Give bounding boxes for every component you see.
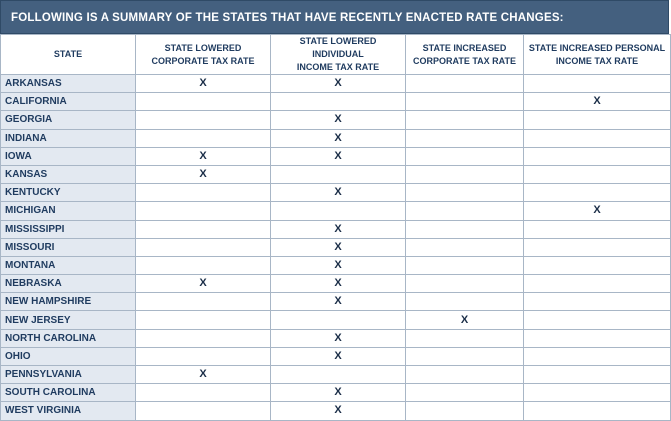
mark-cell [524, 165, 671, 183]
mark-cell: X [271, 220, 406, 238]
mark-cell [136, 238, 271, 256]
mark-cell [524, 384, 671, 402]
mark-cell [136, 256, 271, 274]
mark-cell: X [271, 293, 406, 311]
mark-cell [406, 384, 524, 402]
header-increased-personal: STATE INCREASED PERSONAL INCOME TAX RATE [524, 35, 671, 75]
state-name-cell: PENNSYLVANIA [1, 366, 136, 384]
mark-cell [271, 93, 406, 111]
mark-cell: X [271, 75, 406, 93]
mark-cell [136, 293, 271, 311]
mark-cell [406, 256, 524, 274]
table-row [1, 347, 671, 365]
mark-cell: X [136, 75, 271, 93]
mark-cell: X [136, 147, 271, 165]
mark-cell [524, 293, 671, 311]
table-row [1, 75, 671, 93]
mark-cell [406, 366, 524, 384]
mark-cell [524, 347, 671, 365]
state-name-cell: ARKANSAS [1, 75, 136, 93]
mark-cell [406, 147, 524, 165]
state-name-cell: NEW HAMPSHIRE [1, 293, 136, 311]
table-row [1, 238, 671, 256]
mark-cell [406, 275, 524, 293]
mark-cell [136, 329, 271, 347]
mark-cell: X [271, 184, 406, 202]
mark-cell: X [271, 329, 406, 347]
header-lowered-individual: STATE LOWERED INDIVIDUAL INCOME TAX RATE [271, 35, 406, 75]
state-name-cell: INDIANA [1, 129, 136, 147]
mark-cell [524, 256, 671, 274]
mark-cell [136, 220, 271, 238]
state-name-cell: MISSOURI [1, 238, 136, 256]
mark-cell [524, 329, 671, 347]
header-row [1, 35, 671, 75]
header-increased-corporate: STATE INCREASED CORPORATE TAX RATE [406, 35, 524, 75]
mark-cell [524, 311, 671, 329]
table-row [1, 275, 671, 293]
mark-cell: X [271, 147, 406, 165]
mark-cell [406, 329, 524, 347]
mark-cell [524, 402, 671, 420]
table-row [1, 366, 671, 384]
mark-cell [406, 184, 524, 202]
mark-cell [136, 129, 271, 147]
state-name-cell: OHIO [1, 347, 136, 365]
state-name-cell: KENTUCKY [1, 184, 136, 202]
mark-cell [406, 220, 524, 238]
table-row [1, 129, 671, 147]
state-name-cell: SOUTH CAROLINA [1, 384, 136, 402]
mark-cell: X [271, 238, 406, 256]
rate-changes-table [0, 34, 671, 421]
mark-cell [524, 147, 671, 165]
mark-cell: X [271, 384, 406, 402]
mark-cell: X [271, 275, 406, 293]
mark-cell [136, 111, 271, 129]
mark-cell [406, 165, 524, 183]
mark-cell [271, 202, 406, 220]
state-name-cell: WEST VIRGINIA [1, 402, 136, 420]
mark-cell: X [271, 111, 406, 129]
state-name-cell: GEORGIA [1, 111, 136, 129]
table-row [1, 93, 671, 111]
table-row [1, 311, 671, 329]
table-row [1, 384, 671, 402]
mark-cell [136, 93, 271, 111]
state-name-cell: KANSAS [1, 165, 136, 183]
mark-cell [406, 238, 524, 256]
table-row [1, 111, 671, 129]
mark-cell [271, 311, 406, 329]
state-name-cell: MICHIGAN [1, 202, 136, 220]
mark-cell [524, 129, 671, 147]
mark-cell: X [271, 256, 406, 274]
table-row [1, 329, 671, 347]
mark-cell [406, 111, 524, 129]
state-name-cell: NEW JERSEY [1, 311, 136, 329]
mark-cell [136, 311, 271, 329]
table-row [1, 220, 671, 238]
table-title-banner: FOLLOWING IS A SUMMARY OF THE STATES THAT HAVE RECENTLY ENACTED RATE CHANGES: [0, 0, 669, 34]
mark-cell [406, 402, 524, 420]
mark-cell [524, 275, 671, 293]
mark-cell [406, 293, 524, 311]
mark-cell [136, 184, 271, 202]
mark-cell [406, 129, 524, 147]
mark-cell: X [271, 402, 406, 420]
mark-cell [406, 347, 524, 365]
state-name-cell: MISSISSIPPI [1, 220, 136, 238]
mark-cell [271, 165, 406, 183]
mark-cell: X [271, 129, 406, 147]
mark-cell [406, 93, 524, 111]
mark-cell [271, 366, 406, 384]
mark-cell [524, 75, 671, 93]
mark-cell [524, 238, 671, 256]
mark-cell: X [524, 202, 671, 220]
mark-cell [136, 384, 271, 402]
header-state: STATE [1, 35, 136, 75]
state-name-cell: MONTANA [1, 256, 136, 274]
state-name-cell: NEBRASKA [1, 275, 136, 293]
mark-cell [406, 75, 524, 93]
table-row [1, 202, 671, 220]
table-row [1, 256, 671, 274]
mark-cell [524, 220, 671, 238]
mark-cell: X [136, 165, 271, 183]
mark-cell: X [524, 93, 671, 111]
mark-cell [136, 402, 271, 420]
mark-cell: X [406, 311, 524, 329]
mark-cell [136, 202, 271, 220]
table-row [1, 184, 671, 202]
table-row [1, 165, 671, 183]
state-name-cell: NORTH CAROLINA [1, 329, 136, 347]
mark-cell: X [136, 275, 271, 293]
state-name-cell: CALIFORNIA [1, 93, 136, 111]
state-name-cell: IOWA [1, 147, 136, 165]
mark-cell: X [136, 366, 271, 384]
table-row [1, 402, 671, 420]
mark-cell [524, 366, 671, 384]
table-row [1, 147, 671, 165]
mark-cell [524, 111, 671, 129]
mark-cell [524, 184, 671, 202]
table-row [1, 293, 671, 311]
mark-cell [136, 347, 271, 365]
header-lowered-corporate: STATE LOWERED CORPORATE TAX RATE [136, 35, 271, 75]
mark-cell [406, 202, 524, 220]
mark-cell: X [271, 347, 406, 365]
